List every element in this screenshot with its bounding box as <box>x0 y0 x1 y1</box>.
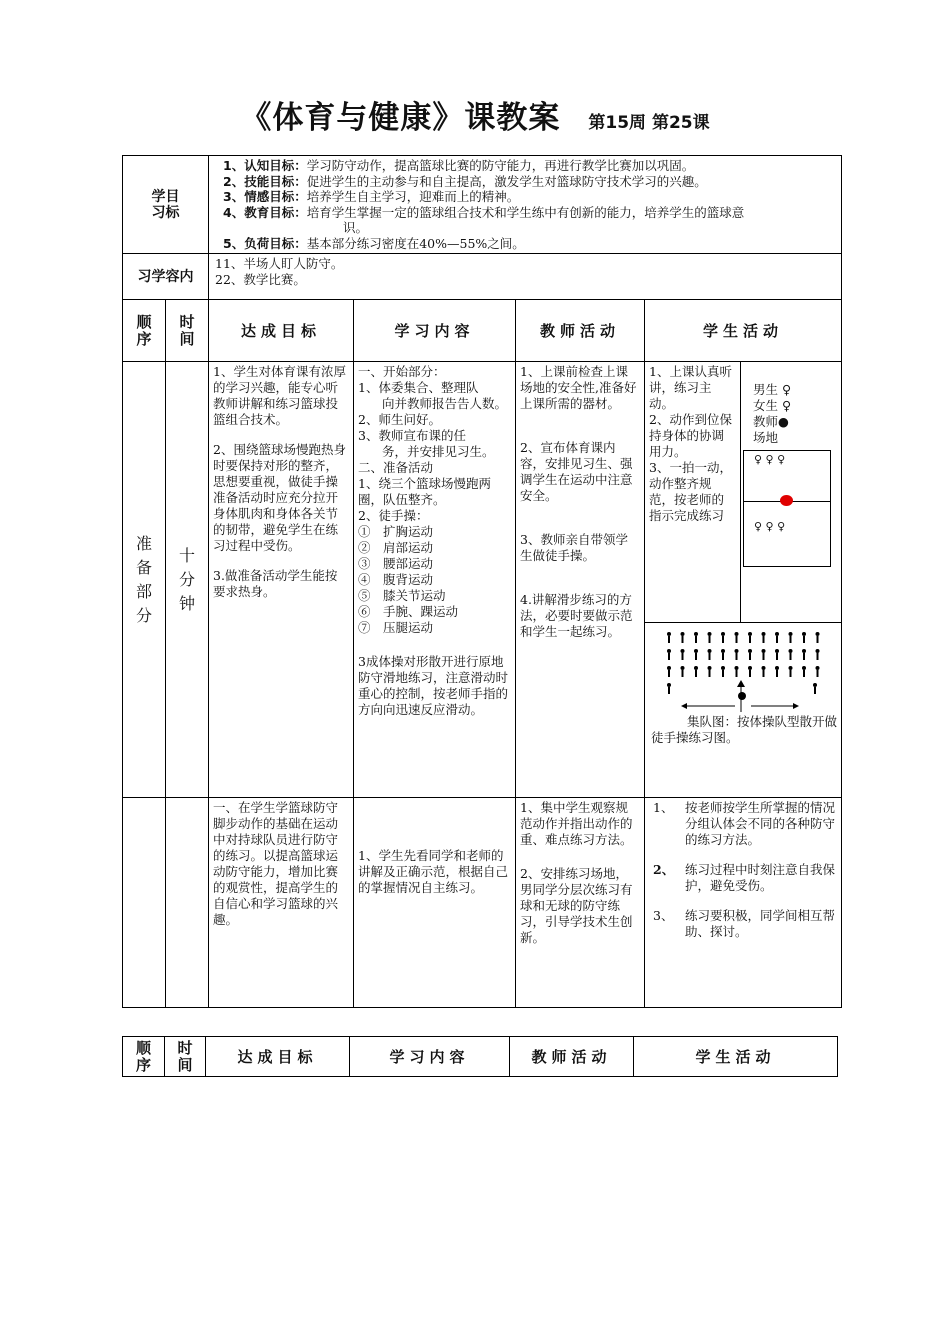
student-figure <box>735 632 739 636</box>
student-figure-body <box>776 636 778 643</box>
student-figure <box>762 649 766 653</box>
student-figure-body <box>817 653 819 660</box>
student-figure <box>681 632 685 636</box>
student-figure-body <box>695 670 697 677</box>
objective-item: 5、负荷目标：基本部分练习密度在40%—55%之间。 <box>223 235 525 251</box>
student-figure <box>694 649 698 653</box>
student-figure-body <box>668 670 670 677</box>
header2-teacher: 教师活动 <box>510 1037 634 1077</box>
student-figure-body <box>695 653 697 660</box>
student-figure <box>667 649 671 653</box>
header2-learn: 学习内容 <box>350 1037 510 1077</box>
student-figure <box>789 632 793 636</box>
content-row <box>123 254 842 300</box>
student-figure-body <box>749 653 751 660</box>
student-figure <box>813 683 817 687</box>
header-order: 顺 序 <box>123 300 166 362</box>
student-figure-body <box>776 653 778 660</box>
column-header-row <box>123 300 842 362</box>
student-figure <box>721 632 725 636</box>
prep-goal-1: 1、学生对体育课有浓厚的学习兴趣，能专心听教师讲解和练习篮球投篮组合技术。 <box>213 364 346 427</box>
student-figure <box>694 666 698 670</box>
header2-goal: 达成目标 <box>206 1037 350 1077</box>
objectives-label-l1: 学目 <box>151 188 180 205</box>
student-figure <box>667 683 671 687</box>
student-figure-body <box>668 687 670 694</box>
objectives-list <box>209 156 842 254</box>
student-figure-body <box>695 636 697 643</box>
student-figure-body <box>709 636 711 643</box>
lesson-plan-table <box>122 155 842 1008</box>
page-title <box>0 92 950 137</box>
teacher-icon: ● <box>778 414 789 429</box>
title-week-lesson: 第15周 第25课 <box>588 113 710 133</box>
student-figure-body <box>790 670 792 677</box>
student-figure <box>708 649 712 653</box>
basic-student: 1、 按老师按学生所掌握的情况分组认体会不同的各种防守的练习方法。 2、 练习过程中时刻注意自我保护，避免受伤。 3、 练习要积极，同学间相互帮助、探讨。 <box>645 798 842 1008</box>
student-figure-body <box>722 636 724 643</box>
prep-teacher: 1、上课前检查上课场地的安全性,准备好上课所需的器材。 2、宣布体育课内容，安排见习生、强调学生在运动中注意安全。 3、教师亲自带领学生做徒手操。 4.讲解滑步练习的方法，必要时要做示范和学生一起练习。 <box>516 362 645 798</box>
student-figure <box>789 666 793 670</box>
objective-item: 3、情感目标：培养学生自主学习，迎难而上的精神。 <box>223 189 520 204</box>
student-figure <box>775 632 779 636</box>
student-figure <box>748 666 752 670</box>
student-figure <box>721 666 725 670</box>
student-figure <box>667 666 671 670</box>
basic-teacher: 1、集中学生观察规范动作并指出动作的重、难点练习方法。 2、安排练习场地，男同学分层次练习有球和无球的防守练习，引导学技术生创新。 <box>516 798 645 1008</box>
content-item: 11、半场人盯人防守。 <box>215 256 344 271</box>
prep-student <box>645 362 842 798</box>
student-figure <box>816 649 820 653</box>
objective-item: 1、认知目标：学习防守动作，提高篮球比赛的防守能力，再进行教学比赛加以巩固。 <box>223 158 695 173</box>
student-figure <box>816 666 820 670</box>
header2-order: 顺 序 <box>123 1037 165 1077</box>
student-figure-body <box>790 653 792 660</box>
basic-learn: 1、学生先看同学和老师的讲解及正确示范，根据自己的掌握情况自主练习。 <box>354 798 516 1008</box>
header2-student: 学生活动 <box>634 1037 838 1077</box>
students-bottom-icon: ♀ ♀ ♀ <box>754 520 786 533</box>
student-figure-body <box>790 636 792 643</box>
student-figure <box>681 649 685 653</box>
student-figure-body <box>668 636 670 643</box>
student-figure <box>708 666 712 670</box>
student-figure-body <box>776 670 778 677</box>
student-figure-body <box>736 636 738 643</box>
student-figure-body <box>763 670 765 677</box>
prep-goal <box>209 362 354 798</box>
student-figure <box>802 649 806 653</box>
student-figure-body <box>709 653 711 660</box>
header-goal: 达成目标 <box>209 300 354 362</box>
objectives-label-l2: 习标 <box>151 204 180 221</box>
student-figure-body <box>817 636 819 643</box>
prep-goal-2: 2、围绕篮球场慢跑热身时要保持对形的整齐，思想要重视，做徒手操准备活动时应充分拉开身体肌肉和身体各关节的韧带，避免学生在练习过程中受伤。 <box>213 442 346 553</box>
header-time: 时 间 <box>166 300 209 362</box>
header-learn: 学习内容 <box>354 300 516 362</box>
student-figure <box>748 632 752 636</box>
prep-goal-3: 3.做准备活动学生能按要求热身。 <box>213 568 338 599</box>
student-figure-body <box>763 653 765 660</box>
objective-item: 2、技能目标：促进学生的主动参与和自主提高，激发学生对篮球防守技术学习的兴趣。 <box>223 173 707 189</box>
male-icon: ♀ <box>782 382 792 397</box>
objectives-row <box>123 156 842 254</box>
basic-time <box>166 798 209 1008</box>
diagram-legend: 男生 ♀ 女生 ♀ 教师● 场地 <box>753 382 792 445</box>
prep-time: 十 分 钟 <box>166 362 209 798</box>
student-figure <box>762 632 766 636</box>
student-figure-body <box>803 636 805 643</box>
student-figure <box>735 666 739 670</box>
content-item: 22、教学比赛。 <box>215 272 306 287</box>
student-figure <box>802 632 806 636</box>
student-figure-body <box>817 670 819 677</box>
student-figure <box>802 666 806 670</box>
student-figure <box>721 649 725 653</box>
student-figure <box>748 649 752 653</box>
objective-item: 4、教育目标：培育学生掌握一定的篮球组合技术和学生练中有创新的能力，培养学生的篮球意 <box>223 204 745 220</box>
prep-phase: 准 备 部 分 <box>123 362 166 798</box>
student-figure <box>775 666 779 670</box>
student-figure <box>735 649 739 653</box>
prep-student-text: 1、上课认真听讲，练习主动。 2、动作到位保持身体的协调用力。 3、一拍一动，动作整齐规范，按老师的指示完成练习 <box>649 364 732 523</box>
female-icon: ♀ <box>782 398 792 413</box>
court-diagram <box>743 450 831 567</box>
student-figure-body <box>682 636 684 643</box>
student-figure-body <box>814 687 816 694</box>
header-student: 学生活动 <box>645 300 842 362</box>
prep-row <box>123 362 842 798</box>
formation-caption: 集队图：按体操队型散开做徒手操练习图。 <box>651 714 838 745</box>
student-figure <box>789 649 793 653</box>
student-figure-body <box>722 670 724 677</box>
next-page-header-table <box>122 1036 838 1077</box>
student-figure-body <box>803 670 805 677</box>
teacher-marker-icon <box>780 495 793 506</box>
student-figure-body <box>682 670 684 677</box>
basic-phase <box>123 798 166 1008</box>
student-figure <box>694 632 698 636</box>
student-figure-body <box>709 670 711 677</box>
student-figure <box>816 632 820 636</box>
header2-time: 时 间 <box>165 1037 206 1077</box>
basic-goal: 一、在学生学篮球防守脚步动作的基础在运动中对持球队员进行防守的练习。以提高篮球运动防守能力，增加比赛的观赏性，提高学生的自信心和学习篮球的兴趣。 <box>209 798 354 1008</box>
student-figure <box>775 649 779 653</box>
student-figure-body <box>763 636 765 643</box>
objectives-label <box>123 156 209 254</box>
student-figure-body <box>736 670 738 677</box>
student-figure-body <box>749 636 751 643</box>
student-figure-body <box>803 653 805 660</box>
student-figure-body <box>749 670 751 677</box>
title-main: 《体育与健康》课教案 <box>240 100 561 136</box>
prep-learn: 一、开始部分： 1、体委集合、整理队 向并教师报告告人数。 2、师生问好。 3、教师宣布课的任 务，并安排见习生。 二、准备活动 1、绕三个篮球场慢跑两圈，队伍整齐。 2、徒手操： ① 扩胸运动 ② 肩部运动 ③ 腰部运动 ④ 腹背运动 ⑤ 膝关节运动 ⑥ 手腕、踝运动 ⑦ 压腿运动 3成体操对形散开进行原地防守滑地练习，注意滑动时重心的控制，按老师手指的方向向迅速反应滑动。 <box>354 362 516 798</box>
objective-item-cont: 识。 <box>343 220 369 235</box>
content-list <box>209 254 842 300</box>
content-label: 习学容内 <box>123 254 209 300</box>
basic-row <box>123 798 842 1008</box>
student-figure <box>681 666 685 670</box>
student-figure <box>667 632 671 636</box>
formation-svg <box>645 626 841 712</box>
student-figure-body <box>682 653 684 660</box>
header-teacher: 教师活动 <box>516 300 645 362</box>
student-figure <box>708 632 712 636</box>
student-figure <box>762 666 766 670</box>
student-figure-body <box>722 653 724 660</box>
student-figure-body <box>668 653 670 660</box>
students-top-icon: ♀ ♀ ♀ <box>754 453 786 466</box>
student-figure-body <box>736 653 738 660</box>
